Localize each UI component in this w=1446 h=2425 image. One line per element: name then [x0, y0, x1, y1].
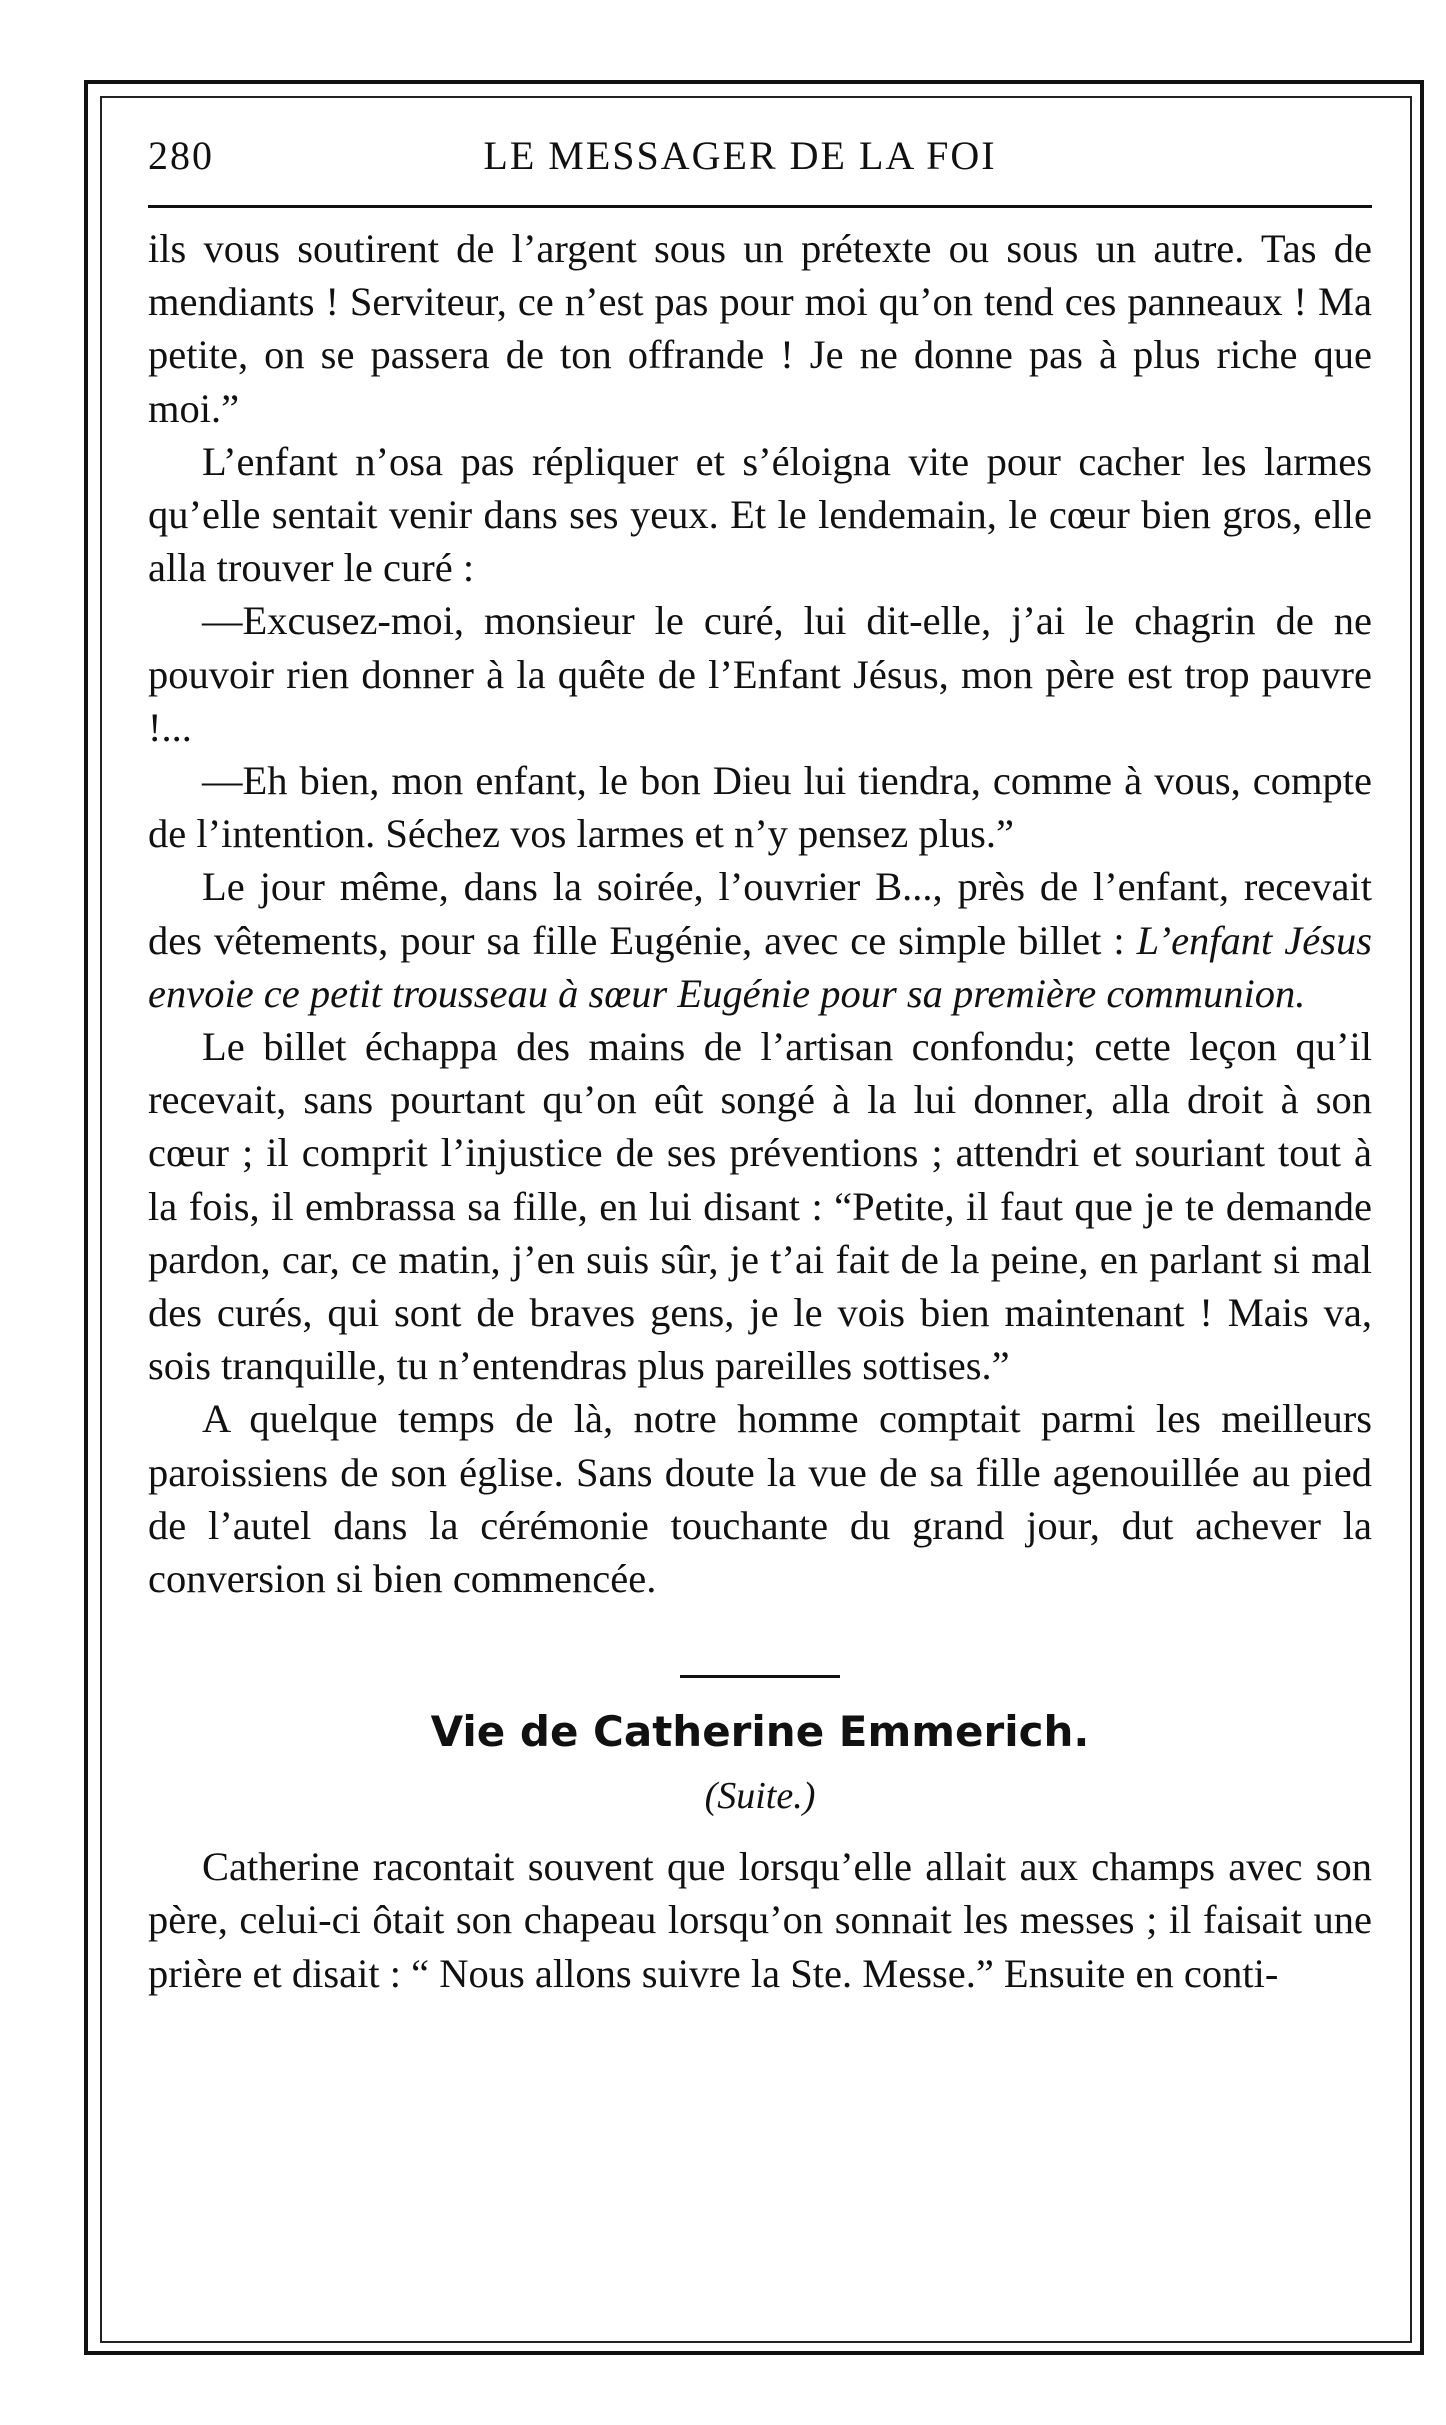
section-subtitle: (Suite.) [704, 1775, 816, 1818]
running-title: LE MESSAGER DE LA FOI [483, 132, 997, 178]
section-divider [680, 1675, 840, 1678]
paragraph: Le billet échappa des mains de l’artisan confondu; cette leçon qu’il recevait, sans pourtant qu’on eût songé à la lui donner, alla droit à son cœur ; il comprit l’injustice de ses préventions ; attendri et souriant tout à la fois, il embrassa sa fille, en lui disant : “Petite, il faut que je te demande pardon, car, ce matin, j’en suis sûr, je t’ai fait de la peine, en parlant si mal des curés, qui sont de braves gens, je le vois bien maintenant ! Mais va, sois tranquille, tu n’entendras plus pareilles sottises.” [148, 1024, 1372, 1389]
page-number: 280 [148, 132, 214, 178]
paragraph: L’enfant n’osa pas répliquer et s’éloigna vite pour cacher les larmes qu’elle sentait venir dans ses yeux. Et le lendemain, le cœur bien gros, elle alla trouver le curé : [148, 438, 1372, 591]
paragraph-with-note [148, 860, 1372, 1020]
dialogue-paragraph: —Eh bien, mon enfant, le bon Dieu lui tiendra, comme à vous, compte de l’intention. Séchez vos larmes et n’y pensez plus.” [148, 758, 1372, 857]
running-header [148, 120, 1372, 190]
section-paragraph: Catherine racontait souvent que lorsqu’elle allait aux champs avec son père, celui-ci ôtait son chapeau lorsqu’on sonnait les messes ; il faisait une prière et disait : “ Nous allons suivre la Ste. Messe.” Ensuite en conti- [148, 1844, 1372, 1996]
paragraph-text: Le jour même, dans la soirée, l’ouvrier B..., près de l’enfant, recevait des vêtements, pour sa fille Eugénie, avec ce simple billet : [148, 864, 1372, 963]
page-body [148, 222, 1372, 2000]
section-title: Vie de Catherine Emmerich. [430, 1707, 1090, 1757]
header-rule [148, 205, 1372, 208]
italic-note: L’enfant Jésus envoie ce petit trousseau à sœur Eugénie pour sa première communion. [148, 917, 1372, 1016]
paragraph-continued: ils vous soutirent de l’argent sous un prétexte ou sous un autre. Tas de mendiants ! Serviteur, ce n’est pas pour moi qu’on tend ces panneaux ! Ma petite, on se passera de ton offrande ! Je ne donne pas à plus riche que moi.” [148, 226, 1372, 431]
dialogue-paragraph: —Excusez-moi, monsieur le curé, lui dit-elle, j’ai le chagrin de ne pouvoir rien donner à la quête de l’Enfant Jésus, mon père est trop pauvre !... [148, 598, 1372, 750]
paragraph: A quelque temps de là, notre homme comptait parmi les meilleurs paroissiens de son église. Sans doute la vue de sa fille agenouillée au pied de l’autel dans la cérémonie touchante du grand jour, dut achever la conversion si bien commencée. [148, 1396, 1372, 1602]
